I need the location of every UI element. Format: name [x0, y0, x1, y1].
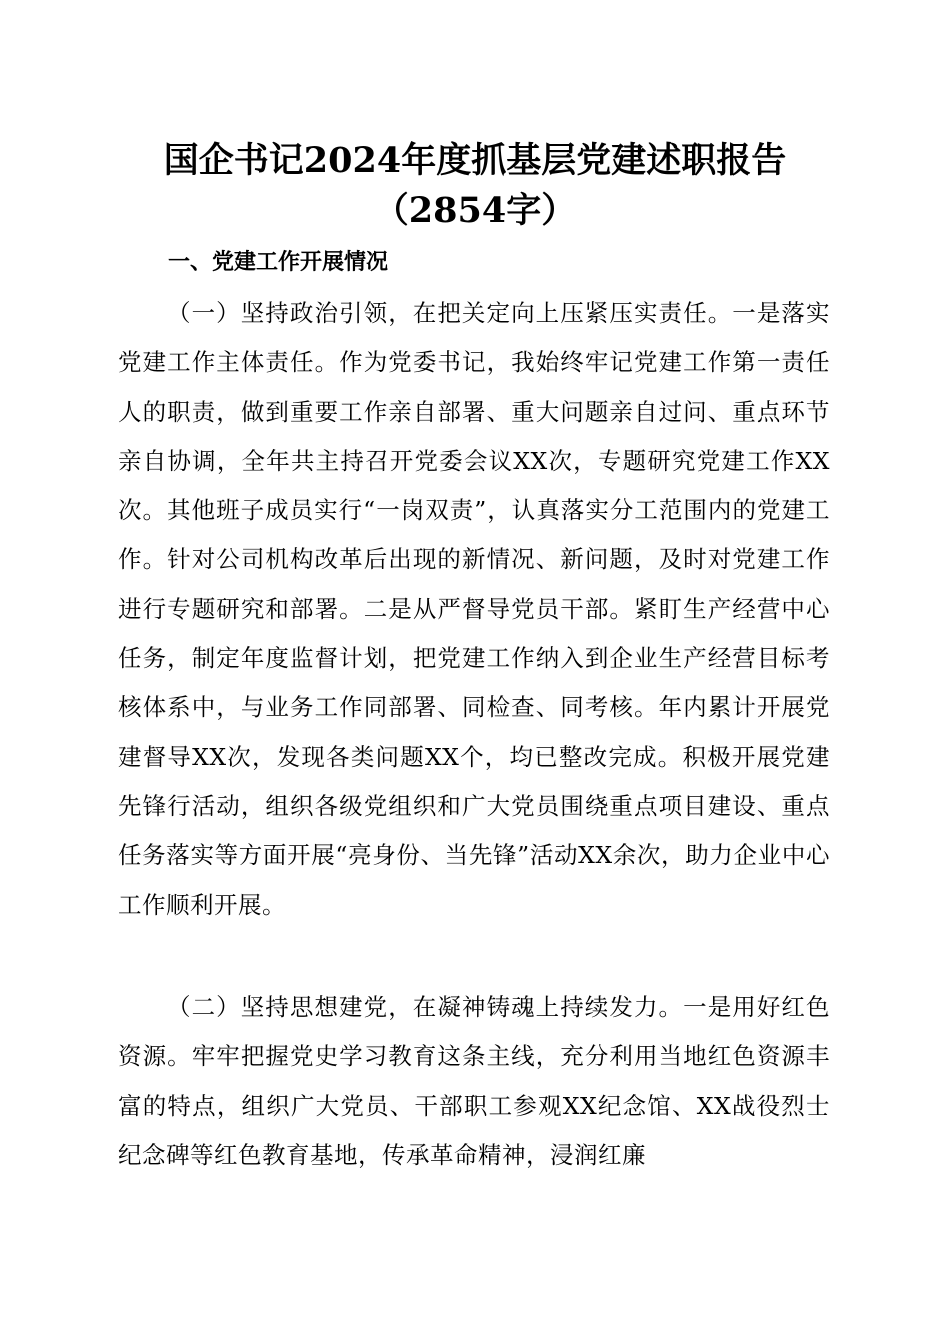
document-title: 国企书记2024年度抓基层党建述职报告: [163, 140, 787, 181]
body-paragraph: （二）坚持思想建党，在凝神铸魂上持续发力。一是用好红色资源。牢牢把握党史学习教育这条主线，充分利用当地红色资源丰富的特点，组织广大党员、干部职工参观XX纪念馆、XX战役烈士纪念碑等红色教育基地，传承革命精神，浸润红廉: [118, 993, 830, 1169]
body-paragraph: （一）坚持政治引领，在把关定向上压紧压实责任。一是落实党建工作主体责任。作为党委书记，我始终牢记党建工作第一责任人的职责，做到重要工作亲自部署、重大问题亲自过问、重点环节亲自协调，全年共主持召开党委会议XX次，专题研究党建工作XX次。其他班子成员实行“一岗双责”，认真落实分工范围内的党建工作。针对公司机构改革后出现的新情况、新问题，及时对党建工作进行专题研究和部署。二是从严督导党员干部。紧盯生产经营中心任务，制定年度监督计划，把党建工作纳入到企业生产经营目标考核体系中，与业务工作同部署、同检查、同考核。年内累计开展党建督导XX次，发现各类问题XX个，均已整改完成。积极开展党建先锋行活动，组织各级党组织和广大党员围绕重点项目建设、重点任务落实等方面开展“亮身份、当先锋”活动XX余次，助力企业中心工作顺利开展。: [118, 299, 830, 919]
section-heading: 一、党建工作开展情况: [168, 250, 389, 275]
document-word-count: （2854字）: [373, 190, 577, 231]
